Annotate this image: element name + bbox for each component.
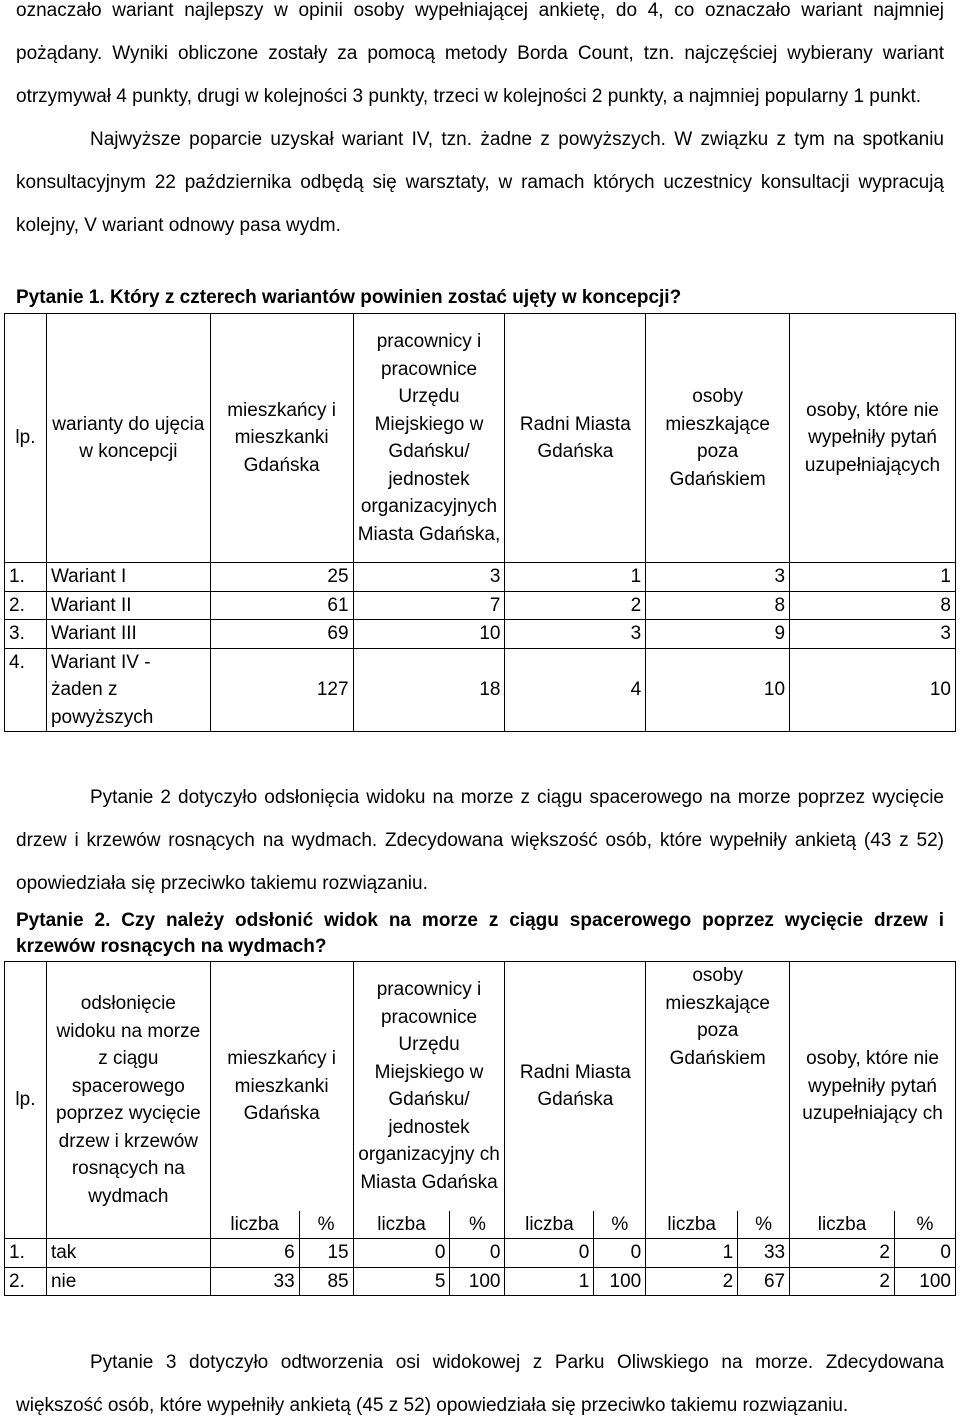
cell-value: 7 (353, 591, 505, 620)
cell-value: 2 (790, 1267, 895, 1296)
header-employees: pracownicy i pracownice Urzędu Miejskiego w Gdańsku/ jednostek organizacyjnych Miasta Gdańska, (353, 314, 505, 563)
cell-value: 3 (646, 563, 790, 592)
cell-value: 85 (299, 1267, 353, 1296)
cell-variant: Wariant II (46, 591, 210, 620)
cell-value: 3 (353, 563, 505, 592)
cell-value: 1 (505, 1267, 594, 1296)
cell-value: 69 (210, 620, 353, 649)
subheader-count: liczba (790, 1211, 895, 1239)
header-non-residents: osoby mieszkające poza Gdańskiem (646, 314, 790, 563)
cell-value: 100 (894, 1267, 955, 1296)
cell-value: 15 (299, 1239, 353, 1268)
cell-value: 18 (353, 648, 505, 732)
table-row (5, 648, 956, 732)
cell-value: 100 (594, 1267, 646, 1296)
intro-result-sentence: Najwyższe poparcie uzyskał wariant IV, tzn. żadne z powyższych. (90, 129, 666, 150)
cell-value: 0 (505, 1239, 594, 1268)
header-lp: lp. (5, 962, 47, 1239)
cell-lp: 2. (5, 591, 47, 620)
cell-lp: 1. (5, 1239, 47, 1268)
header-no-answer: osoby, które nie wypełniły pytań uzupełniających (790, 314, 956, 563)
table-row (5, 620, 956, 649)
header-residents: mieszkańcy i mieszkanki Gdańska (210, 314, 353, 563)
cell-value: 4 (505, 648, 646, 732)
cell-value: 3 (790, 620, 956, 649)
table-header-row (5, 962, 956, 1211)
question-2-heading (16, 908, 944, 960)
header-councillors: Radni Miasta Gdańska (505, 962, 646, 1211)
cell-value: 3 (505, 620, 646, 649)
question-1-table (4, 313, 956, 732)
cell-lp: 3. (5, 620, 47, 649)
header-variants: warianty do ujęcia w koncepcji (46, 314, 210, 563)
cell-value: 33 (738, 1239, 790, 1268)
cell-answer: nie (46, 1267, 210, 1296)
cell-value: 1 (646, 1239, 738, 1268)
cell-value: 5 (353, 1267, 450, 1296)
cell-value: 6 (210, 1239, 299, 1268)
question-2-table (4, 961, 956, 1296)
intro-text (16, 0, 944, 247)
subheader-percent: % (894, 1211, 955, 1239)
intro-workshop-sentence: W związku z tym na spotkaniu konsultacyjnym 22 października odbędą się warsztaty, w ramach których uczestnicy konsultacji wypracują kolejny, V wariant odnowy pasa wydm. (16, 129, 945, 236)
intro-paragraph-2 (16, 118, 944, 247)
subheader-count: liczba (505, 1211, 594, 1239)
question-2-text: Czy należy odsłonić widok na morze z ciągu spacerowego poprzez wycięcie drzew i krzewów rosnących na wydmach? (16, 910, 944, 957)
cell-value: 61 (210, 591, 353, 620)
cell-value: 0 (594, 1239, 646, 1268)
cell-value: 10 (353, 620, 505, 649)
question-1-label: Pytanie 1. (16, 287, 105, 308)
question-2-summary-text: Pytanie 2 dotyczyło odsłonięcia widoku na morze z ciągu spacerowego na morze poprzez wycięcie drzew i krzewów rosnących na wydmach. Zdecydowana większość osób, które wypełniły ankietą (43 z 52) opowiedziała się przeciwko takiemu rozwiązaniu. (16, 787, 944, 894)
cell-value: 1 (790, 563, 956, 592)
cell-value: 10 (646, 648, 790, 732)
cell-lp: 4. (5, 648, 47, 732)
subheader-percent: % (299, 1211, 353, 1239)
table-row (5, 1239, 956, 1268)
cell-lp: 1. (5, 563, 47, 592)
cell-value: 25 (210, 563, 353, 592)
cell-value: 1 (505, 563, 646, 592)
cell-value: 0 (894, 1239, 955, 1268)
question-2-summary (16, 776, 944, 905)
cell-value: 2 (790, 1239, 895, 1268)
cell-answer: tak (46, 1239, 210, 1268)
table-header-row (5, 314, 956, 563)
subheader-percent: % (450, 1211, 505, 1239)
cell-value: 100 (450, 1267, 505, 1296)
cell-value: 127 (210, 648, 353, 732)
cell-value: 10 (790, 648, 956, 732)
question-3-summary-text: Pytanie 3 dotyczyło odtworzenia osi widokowej z Parku Oliwskiego na morze. Zdecydowana większość osób, które wypełniły ankietą (45 z 52) opowiedziała się przeciwko takiemu rozwiązaniu. (16, 1352, 944, 1416)
cell-value: 8 (790, 591, 956, 620)
table-row (5, 1267, 956, 1296)
cell-variant: Wariant I (46, 563, 210, 592)
header-option: odsłonięcie widoku na morze z ciągu spacerowego poprzez wycięcie drzew i krzewów rosnących na wydmach (46, 962, 210, 1239)
cell-value: 8 (646, 591, 790, 620)
cell-value: 2 (505, 591, 646, 620)
question-1-heading (16, 285, 944, 311)
cell-variant: Wariant IV - żaden z powyższych (46, 648, 210, 732)
intro-paragraph-1: oznaczało wariant najlepszy w opinii osoby wypełniającej ankietę, do 4, co oznaczało wariant najmniej pożądany. Wyniki obliczone zostały za pomocą metody Borda Count, tzn. najczęściej wybierany wariant otrzymywał 4 punkty, drugi w kolejności 3 punkty, trzeci w kolejności 2 punkty, a najmniej popularny 1 punkt. (16, 0, 944, 107)
question-1-text: Który z czterech wariantów powinien zostać ujęty w koncepcji? (110, 287, 682, 308)
cell-value: 2 (646, 1267, 738, 1296)
header-councillors: Radni Miasta Gdańska (505, 314, 646, 563)
subheader-percent: % (594, 1211, 646, 1239)
header-employees: pracownicy i pracownice Urzędu Miejskiego w Gdańsku/ jednostek organizacyjny ch Miasta Gdańska (353, 962, 505, 1211)
subheader-count: liczba (646, 1211, 738, 1239)
cell-value: 9 (646, 620, 790, 649)
subheader-percent: % (738, 1211, 790, 1239)
cell-value: 33 (210, 1267, 299, 1296)
cell-value: 0 (353, 1239, 450, 1268)
header-no-answer: osoby, które nie wypełniły pytań uzupełniający ch (790, 962, 956, 1211)
subheader-count: liczba (210, 1211, 299, 1239)
cell-lp: 2. (5, 1267, 47, 1296)
cell-variant: Wariant III (46, 620, 210, 649)
header-residents: mieszkańcy i mieszkanki Gdańska (210, 962, 353, 1211)
header-non-residents: osoby mieszkające poza Gdańskiem (646, 962, 790, 1211)
table-row (5, 591, 956, 620)
question-2-label: Pytanie 2. (16, 910, 111, 931)
subheader-count: liczba (353, 1211, 450, 1239)
cell-value: 0 (450, 1239, 505, 1268)
table-row (5, 563, 956, 592)
question-3-summary (16, 1341, 944, 1427)
header-lp: lp. (5, 314, 47, 563)
cell-value: 67 (738, 1267, 790, 1296)
